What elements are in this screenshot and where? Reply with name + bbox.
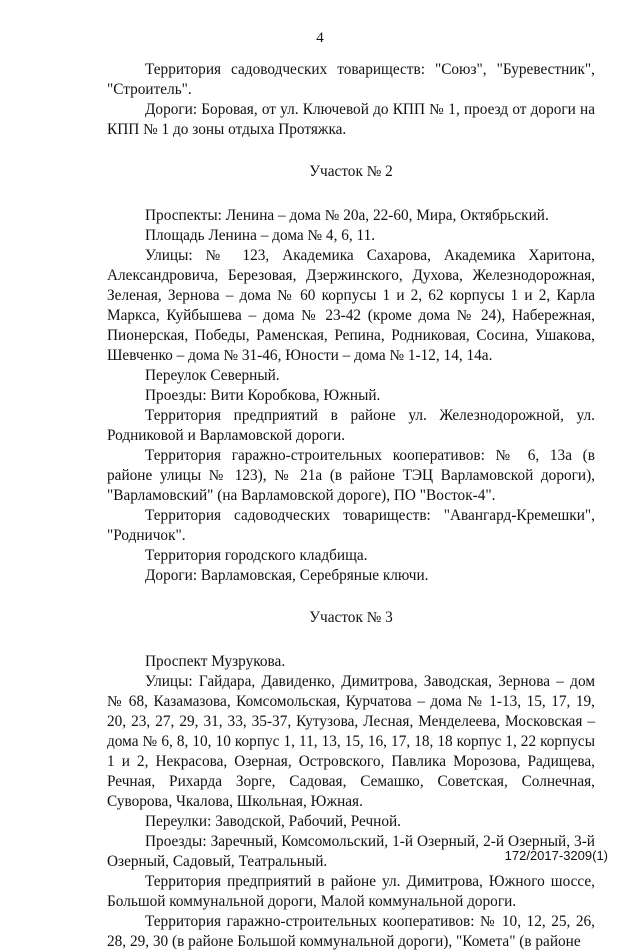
paragraph: Дороги: Боровая, от ул. Ключевой до КПП № 1, проезд от дороги на КПП № 1 до зоны отдыха Протяжка. [107,101,595,138]
paragraph: Площадь Ленина – дома № 4, 6, 11. [145,227,376,244]
paragraph: Территория гаражно-строительных кооперативов: № 6, 13а (в районе улицы № 123), № 21а (в районе ТЭЦ Варламовской дороги), "Варламовский" (на Варламовской дороге), ПО "Восток-4". [107,447,595,504]
paragraph: Территория предприятий в районе ул. Димитрова, Южного шоссе, Большой коммунальной дороги, Малой коммунальной дороги. [107,873,595,910]
paragraph: Дороги: Варламовская, Серебряные ключи. [145,567,429,584]
paragraph: Улицы: № 123, Академика Сахарова, Академика Харитона, Александровича, Березовая, Дзержинского, Духова, Железнодорожная, Зеленая, Зернова – дома № 60 корпусы 1 и 2, 62 корпусы 1 и 2, Карла Маркса, Куйбышева – дома № 23-42 (кроме дома № 24), Набережная, Пионерская, Победы, Раменская, Репина, Родниковая, Сосина, Ушакова, Шевченко – дома № 31-46, Юности – дома № 1-12, 14, 14а. [107,247,595,364]
paragraph: Улицы: Гайдара, Давиденко, Димитрова, Заводская, Зернова – дом № 68, Казамазова, Комсомольская, Курчатова – дома № 1-13, 15, 17, 19, 20, 23, 27, 29, 31, 33, 35-37, Кутузова, Лесная, Менделеева, Московская – дома № 6, 8, 10, 10 корпус 1, 11, 13, 15, 16, 17, 18, 18 корпус 1, 22 корпусы 1 и 2, Некрасова, Озерная, Островского, Павлика Морозова, Радищева, Речная, Рихарда Зорге, Садовая, Семашко, Советская, Солнечная, Суворова, Чкалова, Школьная, Южная. [107,673,595,810]
section-heading: Участок № 2 [309,163,393,180]
paragraph: Проезды: Заречный, Комсомольский, 1-й Озерный, 2-й Озерный, 3-й Озерный, Садовый, Театральный. [107,833,595,870]
paragraph: Проезды: Вити Коробкова, Южный. [145,387,381,404]
paragraph: Территория гаражно-строительных кооперативов: № 10, 12, 25, 26, 28, 29, 30 (в районе Большой коммунальной дороги), "Комета" (в районе [107,913,595,950]
paragraph: Переулок Северный. [145,367,280,384]
paragraph: Проспекты: Ленина – дома № 20а, 22-60, Мира, Октябрьский. [145,207,549,224]
page-number: 4 [316,30,324,46]
document-code: 172/2017-3209(1) [504,848,608,863]
paragraph: Проспект Музрукова. [145,653,286,670]
section-heading: Участок № 3 [309,609,393,626]
paragraph: Переулки: Заводской, Рабочий, Речной. [145,813,401,830]
document-body [107,60,595,952]
paragraph: Территория садоводческих товариществ: "Авангард-Кремешки", "Родничок". [107,507,595,544]
paragraph: Территория садоводческих товариществ: "Союз", "Буревестник", "Строитель". [107,61,595,98]
paragraph: Территория городского кладбища. [145,547,368,564]
paragraph: Территория предприятий в районе ул. Железнодорожной, ул. Родниковой и Варламовской дороги. [107,407,595,444]
